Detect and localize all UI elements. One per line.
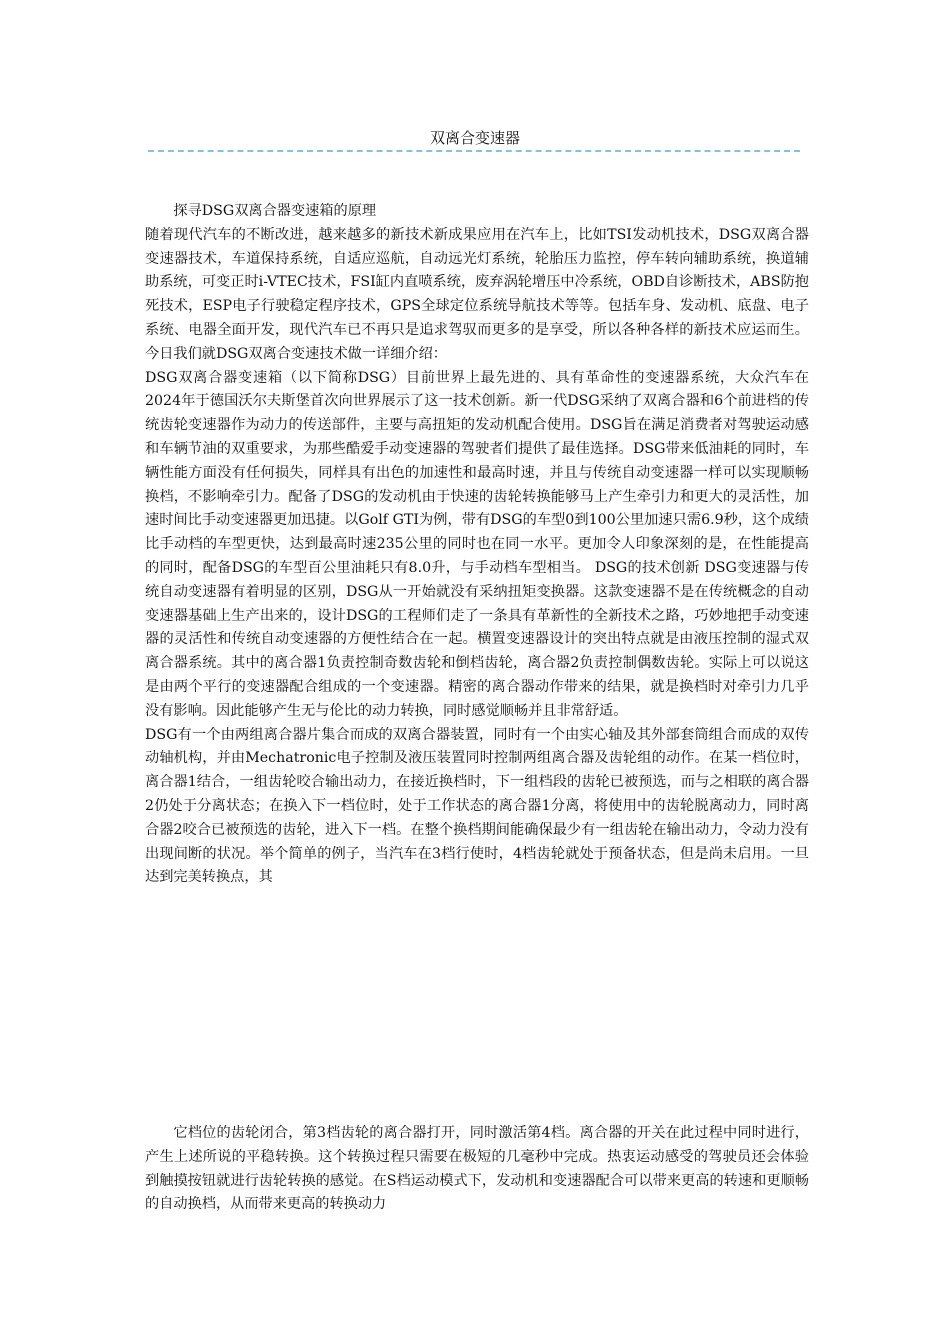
paragraph-intro: 随着现代汽车的不断改进，越来越多的新技术新成果应用在汽车上，比如TSI发动机技术，DSG双离合器变速器技术，车道保持系统，自适应巡航，自动远光灯系统，轮胎压力监控，停车转向辅助系统，换道辅助系统，可变正时i-VTEC技术，FSI缸内直喷系统，废弃涡轮增压中冷系统，OBD自诊断技术，ABS防抱死技术，ESP电子行驶稳定程序技术，GPS全球定位系统导航技术等等。包括车身、发动机、底盘、电子系统、电器全面开发，现代汽车已不再只是追求驾驭而更多的是享受，所以各种各样的新技术应运而生。今日我们就DSG双离合变速技术做一详细介绍： (145, 226, 809, 362)
document-body (145, 200, 809, 890)
title-divider (148, 150, 800, 152)
document-body-continued (145, 1122, 809, 1217)
paragraph-dsg-overview: DSG双离合器变速箱（以下简称DSG）目前世界上最先进的、具有革命性的变速器系统，大众汽车在2024年于德国沃尔夫斯堡首次向世界展示了这一技术创新。新一代DSG采纳了双离合器和6个前进档的传统齿轮变速器作为动力的传送部件，主要与高扭矩的发动机配合使用。DSG旨在满足消费者对驾驶运动感和车辆节油的双重要求，为那些酷爱手动变速器的驾驶者们提供了最佳选择。DSG带来低油耗的同时，车辆性能方面没有任何损失，同样具有出色的加速性和最高时速，并且与传统自动变速器一样可以实现顺畅换档，不影响牵引力。配备了DSG的发动机由于快速的齿轮转换能够马上产生牵引力和更大的灵活性，加速时间比手动变速器更加迅捷。以Golf GTI为例，带有DSG的车型0到100公里加速只需6.9秒，这个成绩比手动档的车型更快，达到最高时速235公里的同时也在同一水平。更加令人印象深刻的是，在性能提高的同时，配备DSG的车型百公里油耗只有8.0升，与手动档车型相当。 DSG的技术创新 DSG变速器与传统自动变速器有着明显的区别，DSG从一开始就没有采纳扭矩变换器。这款变速器不是在传统概念的自动变速器基础上生产出来的，设计DSG的工程师们走了一条具有革新性的全新技术之路，巧妙地把手动变速器的灵活性和传统自动变速器的方便性结合在一起。横置变速器设计的突出特点就是由液压控制的湿式双离合器系统。其中的离合器1负责控制奇数齿轮和倒档齿轮，离合器2负责控制偶数齿轮。实际上可以说这是由两个平行的变速器配合组成的一个变速器。精密的离合器动作带来的结果，就是换档时对牵引力几乎没有影响。因此能够产生无与伦比的动力转换，同时感觉顺畅并且非常舒适。 (145, 369, 809, 719)
section-heading: 探寻DSG双离合器变速箱的原理 (173, 203, 377, 219)
document-title: 双离合变速器 (429, 129, 520, 147)
paragraph-continuation: 它档位的齿轮闭合，第3档齿轮的离合器打开，同时激活第4档。离合器的开关在此过程中同时进行，产生上述所说的平稳转换。这个转换过程只需要在极短的几毫秒中完成。热衷运动感受的驾驶员还会体验到触摸按钮就进行齿轮转换的感觉。在S档运动模式下，发动机和变速器配合可以带来更高的转速和更顺畅的自动换档，从而带来更高的转换动力 (145, 1125, 809, 1213)
paragraph-dsg-mechanism: DSG有一个由两组离合器片集合而成的双离合器装置，同时有一个由实心轴及其外部套筒组合而成的双传动轴机构，并由Mechatronic电子控制及液压装置同时控制两组离合器及齿轮组的动作。在某一档位时，离合器1结合，一组齿轮咬合输出动力，在接近换档时，下一组档段的齿轮已被预选，而与之相联的离合器2仍处于分离状态；在换入下一档位时，处于工作状态的离合器1分离，将使用中的齿轮脱离动力，同时离合器2咬合已被预选的齿轮，进入下一档。在整个换档期间能确保最少有一组齿轮在输出动力，令动力没有出现间断的状况。举个简单的例子，当汽车在3档行使时，4档齿轮就处于预备状态，但是尚未启用。一旦达到完美转换点，其 (145, 726, 809, 886)
